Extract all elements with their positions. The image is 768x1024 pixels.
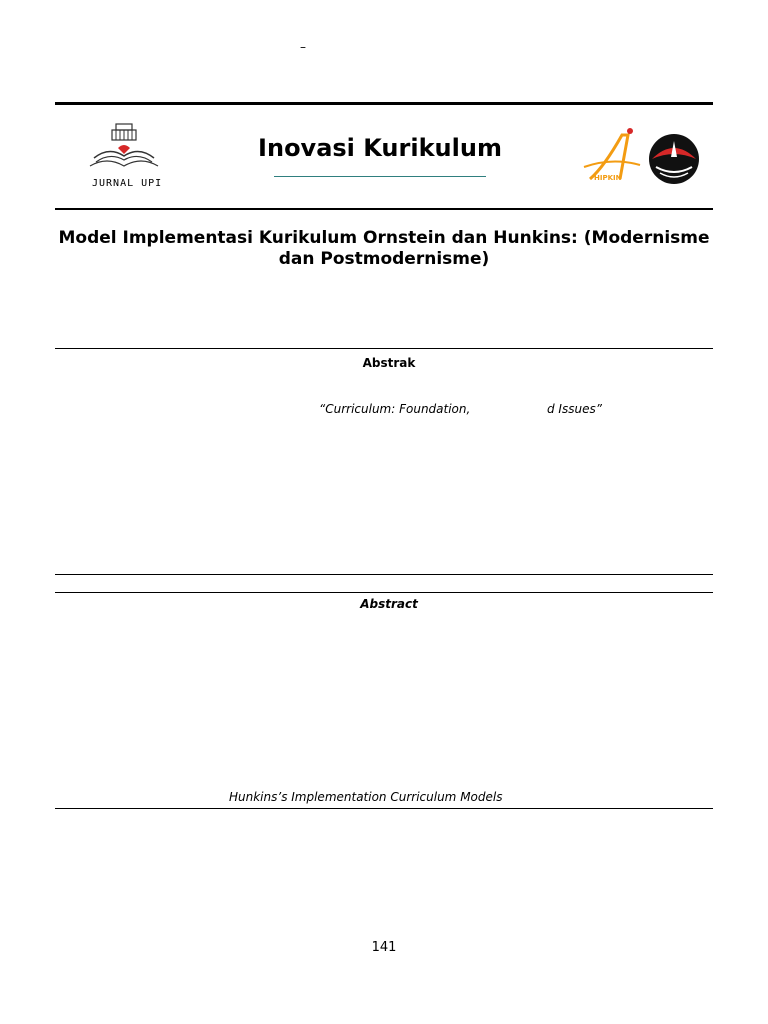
abstrak-top-rule — [55, 348, 713, 349]
journal-title-underline — [274, 176, 486, 177]
abstrak-quote-part1: “Curriculum: Foundation, — [319, 402, 471, 416]
hipkin-upi-logos — [582, 127, 702, 187]
abstract-heading: Abstract — [360, 597, 418, 611]
hipkin-label: HIPKIN — [594, 174, 622, 182]
journal-title: Inovasi Kurikulum — [258, 134, 502, 162]
abstract-top-rule — [55, 592, 713, 593]
abstrak-quote-part2: d Issues” — [547, 402, 602, 416]
abstrak-bottom-rule — [55, 574, 713, 575]
page-number: 141 — [371, 940, 397, 955]
header-dash: – — [300, 40, 306, 54]
jurnal-upi-label: JURNAL UPI — [92, 178, 163, 189]
article-title: Model Implementasi Kurikulum Ornstein dan Hunkins: (Modernisme dan Postmodernisme) — [58, 228, 710, 269]
abstract-keywords-fragment: Hunkins’s Implementation Curriculum Models — [229, 790, 503, 804]
abstrak-heading: Abstrak — [362, 356, 416, 370]
header-bottom-rule — [55, 208, 713, 210]
abstract-bottom-rule — [55, 808, 713, 809]
top-header-rule — [55, 102, 713, 105]
